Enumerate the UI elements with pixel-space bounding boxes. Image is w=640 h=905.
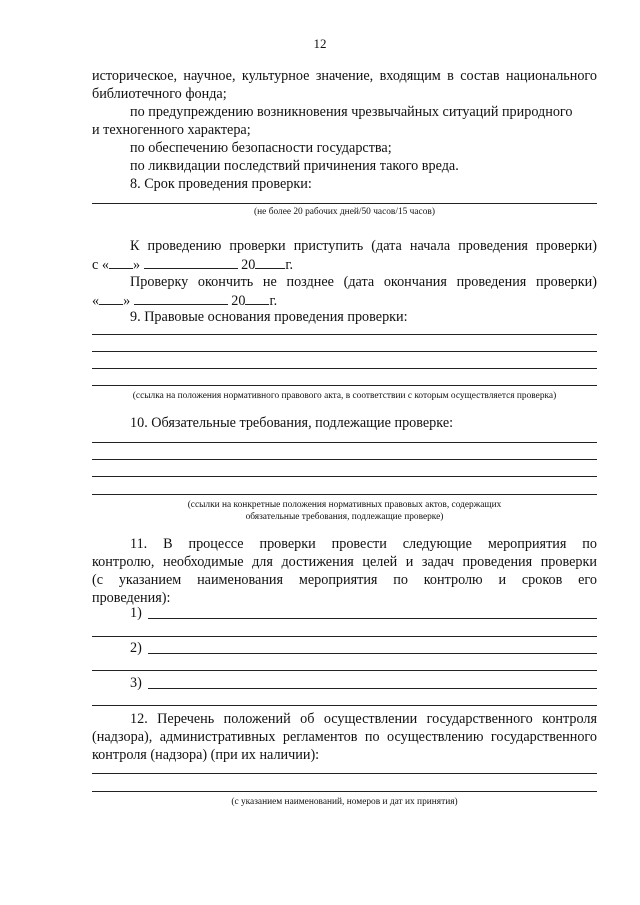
page-number: 12 <box>313 36 327 51</box>
section12-line-1: 12. Перечень положений об осуществлении государственного контроля <box>130 711 597 727</box>
section10-note-line-2: обязательные требования, подлежащие проверке) <box>245 512 444 522</box>
section10-fill-line <box>92 476 597 477</box>
end-date-label: Проверку окончить не позднее (дата окончания проведения проверки) <box>130 274 597 290</box>
end-date-quote: » <box>123 293 131 309</box>
intro-line-3: по предупреждению возникновения чрезвычайных ситуаций природного <box>130 104 573 120</box>
intro-line-2: библиотечного фонда; <box>92 86 227 102</box>
section9-note: (ссылка на положения нормативного правового акта, в соответствии с которым осуществляется проверка) <box>132 391 557 401</box>
section10-note-line-1: (ссылки на конкретные положения нормативных правовых актов, содержащих <box>187 500 502 510</box>
section10-fill-line <box>92 459 597 460</box>
section12-line-3: контроля (надзора) (при их наличии): <box>92 747 320 763</box>
intro-line-4: и техногенного характера; <box>92 122 251 138</box>
section9-fill-line <box>92 385 597 386</box>
section11-item-line <box>92 670 597 671</box>
section11-item-number: 2) <box>130 640 142 656</box>
start-date-quote: » <box>132 257 141 273</box>
intro-line-5: по обеспечению безопасности государства; <box>130 140 392 156</box>
end-year-suffix: г. <box>269 293 278 309</box>
start-year-prefix: 20 <box>241 257 256 273</box>
start-month-field[interactable] <box>144 255 238 269</box>
section11-item-line <box>92 636 597 637</box>
start-day-field[interactable] <box>109 255 133 269</box>
start-year-suffix: г. <box>285 257 294 273</box>
intro-line-6: по ликвидации последствий причинения такого вреда. <box>130 158 459 174</box>
end-year-prefix: 20 <box>231 293 246 309</box>
section9-fill-line <box>92 368 597 369</box>
section11-line-2: контролю, необходимые для достижения целей и задач проведения проверки <box>92 554 597 570</box>
start-date-row <box>92 255 293 274</box>
section8-note: (не более 20 рабочих дней/50 часов/15 часов) <box>254 207 435 217</box>
section12-note: (с указанием наименований, номеров и дат их принятия) <box>231 797 458 807</box>
section11-line-4: проведения): <box>92 590 171 606</box>
intro-line-1: историческое, научное, культурное значение, входящим в состав национального <box>92 68 597 84</box>
section12-fill-line <box>92 773 597 774</box>
section11-item-number: 1) <box>130 605 142 621</box>
section9-fill-line <box>92 351 597 352</box>
section11-item-line <box>148 688 597 689</box>
section10-fill-line <box>92 442 597 443</box>
section10-heading: 10. Обязательные требования, подлежащие проверке: <box>130 415 454 431</box>
end-month-field[interactable] <box>134 291 228 305</box>
section12-line-2: (надзора), административных регламентов по осуществлению государственного <box>92 729 597 745</box>
section8-fill-line <box>92 203 597 204</box>
section8-heading: 8. Срок проведения проверки: <box>130 176 312 192</box>
start-year-field[interactable] <box>255 255 285 269</box>
section12-fill-line <box>92 791 597 792</box>
section11-item-line <box>148 618 597 619</box>
end-year-field[interactable] <box>245 291 269 305</box>
section11-line-3: (с указанием наименования мероприятия по контролю и сроков его <box>92 572 597 588</box>
end-date-prefix: « <box>92 293 100 309</box>
section9-heading: 9. Правовые основания проведения проверки: <box>130 309 408 325</box>
section11-item-line <box>92 705 597 706</box>
section11-line-1: 11. В процессе проверки провести следующие мероприятия по <box>130 536 597 552</box>
section11-item-line <box>148 653 597 654</box>
section10-fill-line <box>92 494 597 495</box>
start-date-prefix: с « <box>92 257 109 273</box>
section11-item-number: 3) <box>130 675 142 691</box>
section9-fill-line <box>92 334 597 335</box>
end-day-field[interactable] <box>99 291 123 305</box>
start-date-label: К проведению проверки приступить (дата начала проведения проверки) <box>130 238 597 254</box>
